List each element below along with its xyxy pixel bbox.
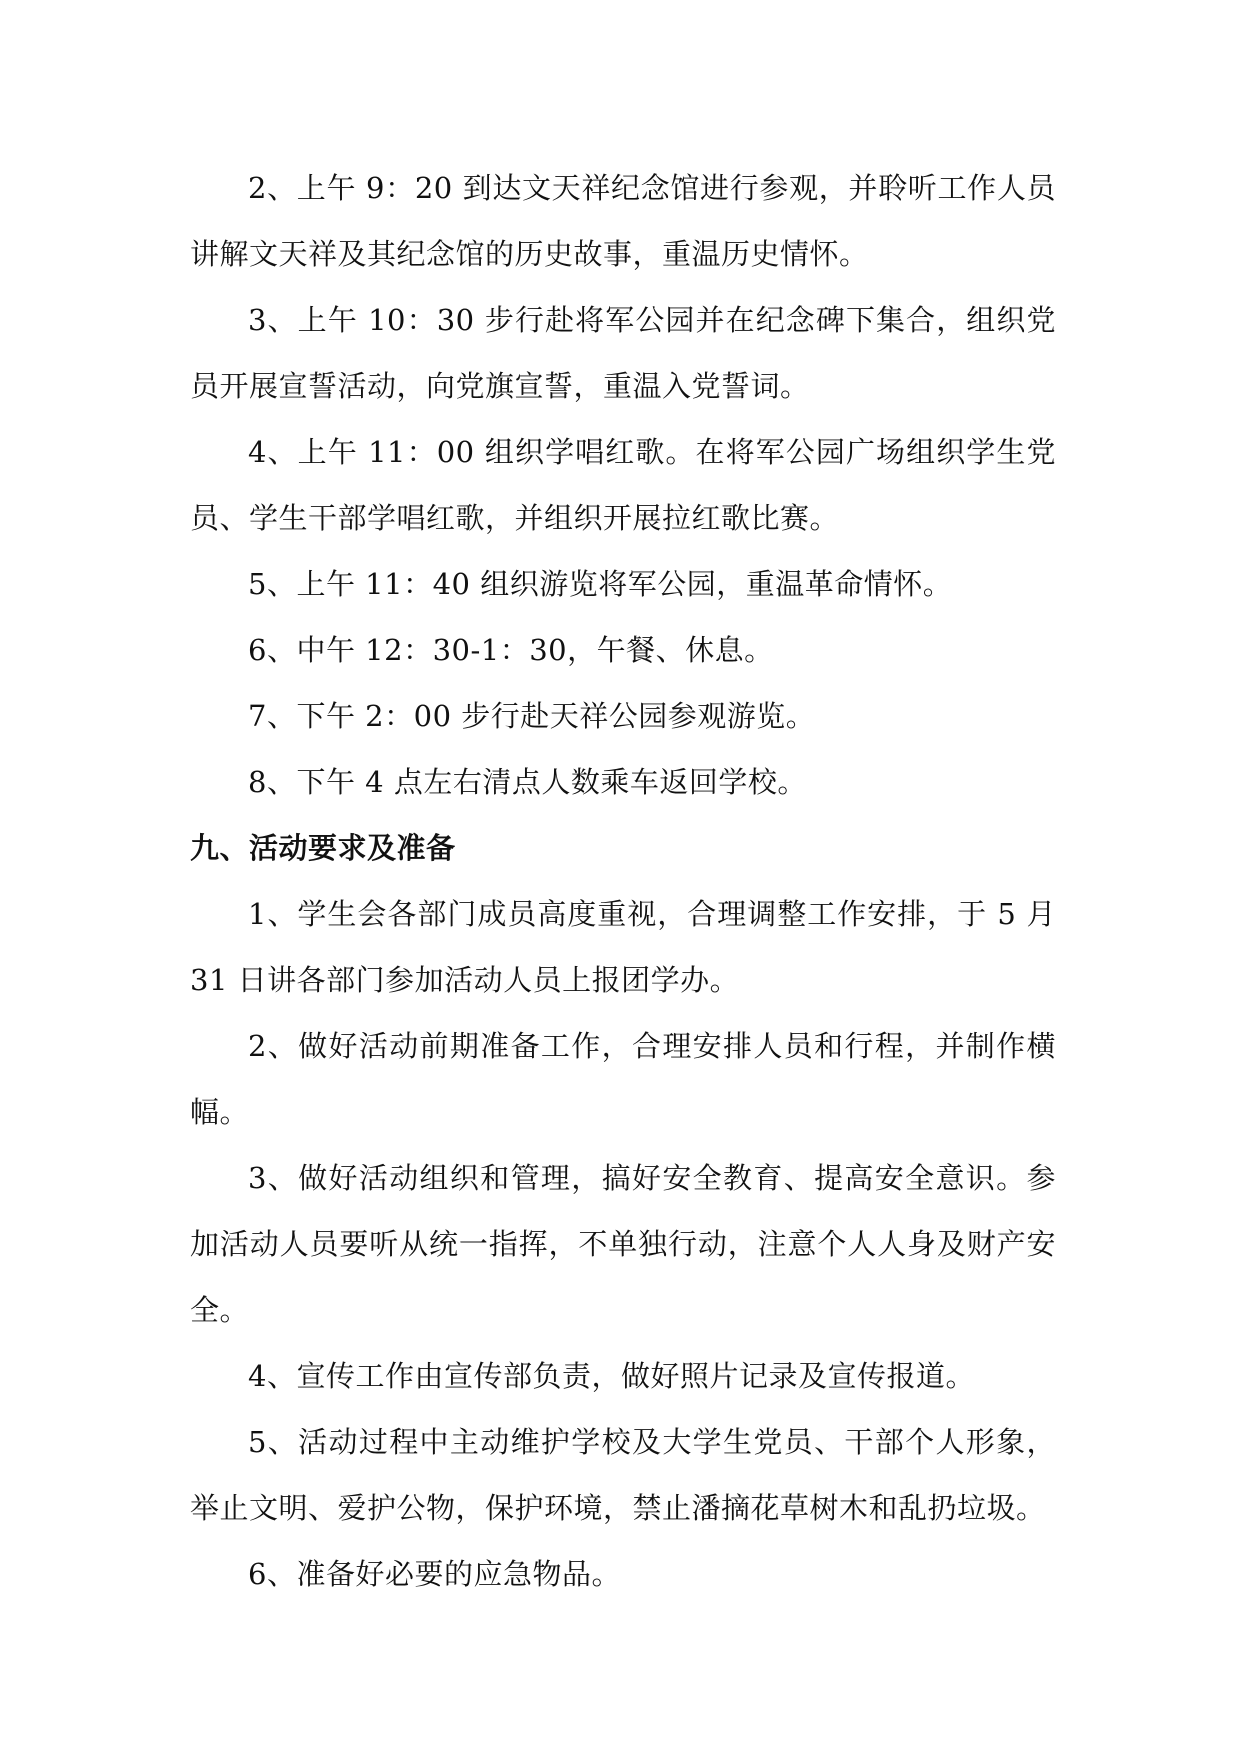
schedule-item-3: 3、上午 10：30 步行赴将军公园并在纪念碑下集合，组织党员开展宣誓活动，向党旗宣誓，重温入党誓词。 (190, 303, 1056, 403)
document-body (190, 155, 1056, 1607)
requirement-item-4: 4、宣传工作由宣传部负责，做好照片记录及宣传报道。 (248, 1359, 975, 1393)
schedule-item-8: 8、下午 4 点左右清点人数乘车返回学校。 (248, 765, 807, 799)
requirement-item-1: 1、学生会各部门成员高度重视，合理调整工作安排，于 5 月 31 日讲各部门参加活动人员上报团学办。 (190, 897, 1056, 997)
schedule-item-4: 4、上午 11：00 组织学唱红歌。在将军公园广场组织学生党员、学生干部学唱红歌，并组织开展拉红歌比赛。 (190, 435, 1056, 535)
requirement-item-5: 5、活动过程中主动维护学校及大学生党员、干部个人形象，举止文明、爱护公物，保护环境，禁止潘摘花草树木和乱扔垃圾。 (190, 1425, 1056, 1525)
requirement-item-3: 3、做好活动组织和管理，搞好安全教育、提高安全意识。参加活动人员要听从统一指挥，不单独行动，注意个人人身及财产安全。 (190, 1161, 1056, 1327)
requirement-item-6: 6、准备好必要的应急物品。 (248, 1557, 621, 1591)
requirement-item-2: 2、做好活动前期准备工作，合理安排人员和行程，并制作横幅。 (190, 1029, 1056, 1129)
schedule-item-5: 5、上午 11：40 组织游览将军公园，重温革命情怀。 (248, 567, 953, 601)
section-heading: 九、活动要求及准备 (190, 831, 456, 865)
schedule-item-2: 2、上午 9：20 到达文天祥纪念馆进行参观，并聆听工作人员讲解文天祥及其纪念馆的历史故事，重温历史情怀。 (190, 171, 1056, 271)
schedule-item-6: 6、中午 12：30-1：30，午餐、休息。 (248, 633, 774, 667)
schedule-item-7: 7、下午 2：00 步行赴天祥公园参观游览。 (248, 699, 816, 733)
